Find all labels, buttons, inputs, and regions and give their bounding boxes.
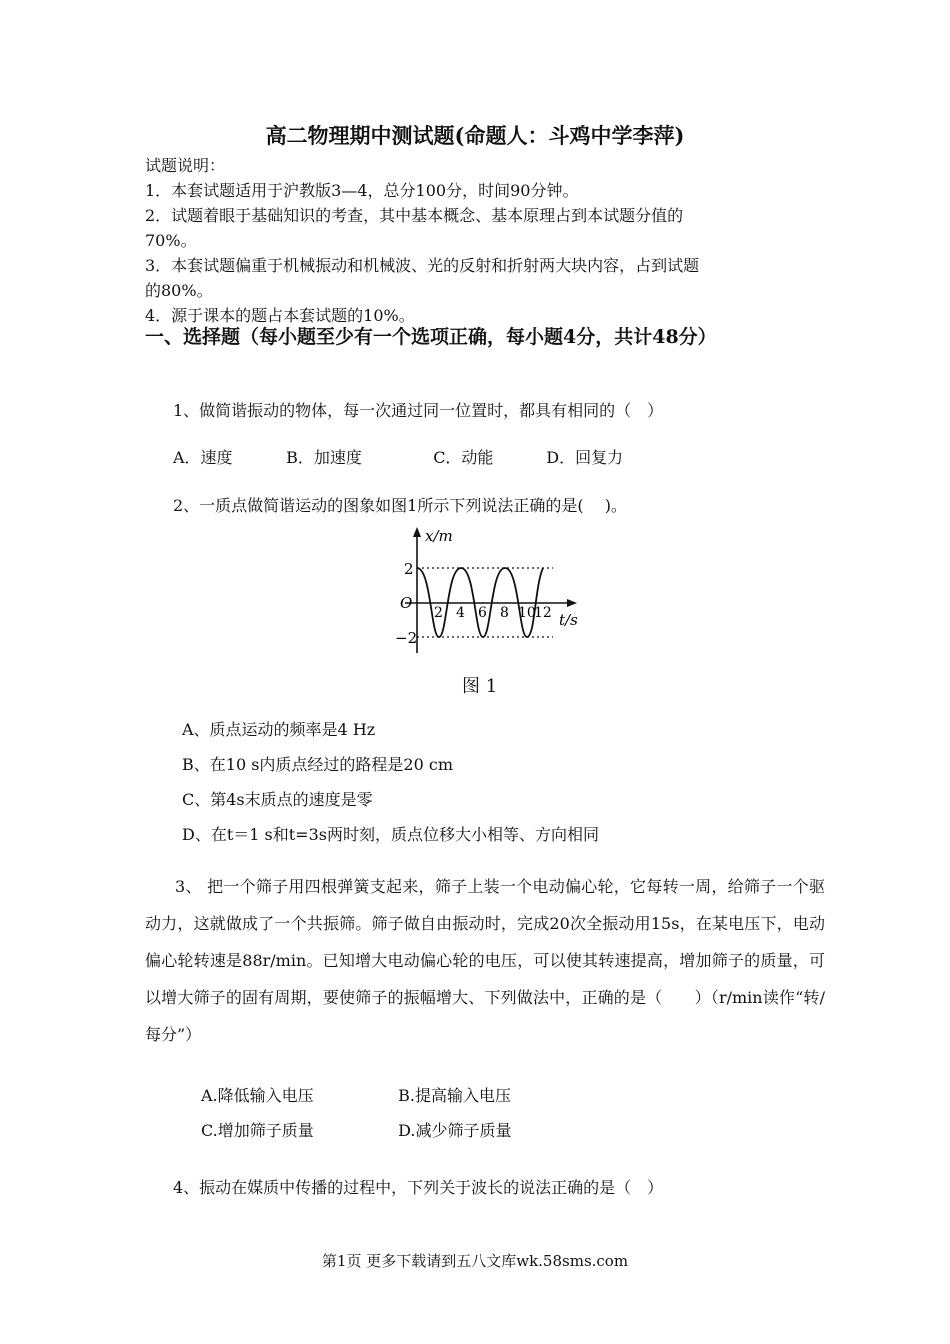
q2-option-a: A、质点运动的频率是4 Hz bbox=[182, 720, 376, 739]
section-heading: 一、选择题（每小题至少有一个选项正确，每小题4分，共计48分） bbox=[145, 326, 717, 348]
x-tick-2: 2 bbox=[434, 605, 443, 621]
figure-caption: 图 1 bbox=[462, 676, 498, 697]
note-item-2: 2．试题着眼于基础知识的考查，其中基本概念、基本原理占到本试题分值的 bbox=[145, 206, 684, 225]
x-tick-10: 10 bbox=[518, 605, 536, 621]
note-item-3-cont: 的80%。 bbox=[145, 281, 213, 300]
question-2-stem: 2、一质点做简谐运动的图象如图1所示下列说法正确的是( )。 bbox=[173, 496, 627, 515]
q2-option-c: C、第4s末质点的速度是零 bbox=[182, 790, 373, 809]
q3-option-c: C.增加筛子质量 bbox=[201, 1121, 314, 1140]
page-title: 高二物理期中测试题(命题人：斗鸡中学李萍) bbox=[265, 123, 685, 148]
y-axis-label: x/m bbox=[425, 527, 453, 545]
x-tick-6: 6 bbox=[478, 605, 487, 621]
question-3-options-row-2 bbox=[201, 1118, 511, 1141]
x-tick-12: 12 bbox=[534, 605, 552, 621]
q1-option-b: B．加速度 bbox=[286, 448, 362, 467]
question-4-stem: 4、振动在媒质中传播的过程中，下列关于波长的说法正确的是（ ） bbox=[173, 1178, 664, 1197]
origin-label: O bbox=[400, 594, 413, 612]
x-axis-label: t/s bbox=[559, 611, 578, 629]
question-3-options-row-1 bbox=[201, 1083, 511, 1106]
oscillation-graph bbox=[375, 525, 595, 660]
x-axis-arrow bbox=[567, 599, 577, 607]
q3-option-d: D.减少筛子质量 bbox=[398, 1121, 512, 1140]
y-axis-arrow bbox=[413, 527, 421, 537]
notes-heading: 试题说明： bbox=[145, 156, 226, 175]
q1-option-a: A．速度 bbox=[173, 448, 233, 467]
q3-option-a: A.降低输入电压 bbox=[201, 1086, 314, 1105]
x-tick-4: 4 bbox=[456, 605, 465, 621]
note-item-1: 1．本套试题适用于沪教版3—4，总分100分，时间90分钟。 bbox=[145, 181, 579, 200]
note-item-3: 3．本套试题偏重于机械振动和机械波、光的反射和折射两大块内容，占到试题 bbox=[145, 256, 700, 275]
note-item-4: 4．源于课本的题占本套试题的10%。 bbox=[145, 306, 415, 325]
x-tick-8: 8 bbox=[500, 605, 509, 621]
q2-option-d: D、在t＝1 s和t=3s两时刻，质点位移大小相等、方向相同 bbox=[182, 825, 599, 844]
y-tick-2: 2 bbox=[404, 560, 414, 578]
y-tick-neg2: −2 bbox=[395, 629, 418, 647]
q1-option-d: D．回复力 bbox=[546, 448, 624, 467]
question-1-options bbox=[173, 445, 623, 468]
question-1-stem: 1、做简谐振动的物体，每一次通过同一位置时，都具有相同的（ ） bbox=[173, 401, 664, 420]
q3-option-b: B.提高输入电压 bbox=[398, 1086, 511, 1105]
page-footer: 第1页 更多下载请到五八文库wk.58sms.com bbox=[321, 1252, 629, 1270]
note-item-2-cont: 70%。 bbox=[145, 231, 197, 250]
q2-option-b: B、在10 s内质点经过的路程是20 cm bbox=[182, 755, 453, 774]
q1-option-c: C．动能 bbox=[433, 448, 494, 467]
question-3-text: 3、 把一个筛子用四根弹簧支起来，筛子上装一个电动偏心轮，它每转一周，给筛子一个驱动力，这就做成了一个共振筛。筛子做自由振动时，完成20次全振动用15s，在某电压下，电动偏心轮转速是88r/min。已知增大电动偏心轮的电压，可以使其转速提高，增加筛子的质量，可以增大筛子的固有周期，要使筛子的振幅增大、下列做法中，正确的是（ ）（r/min读作“转/每分”） bbox=[145, 877, 825, 1044]
